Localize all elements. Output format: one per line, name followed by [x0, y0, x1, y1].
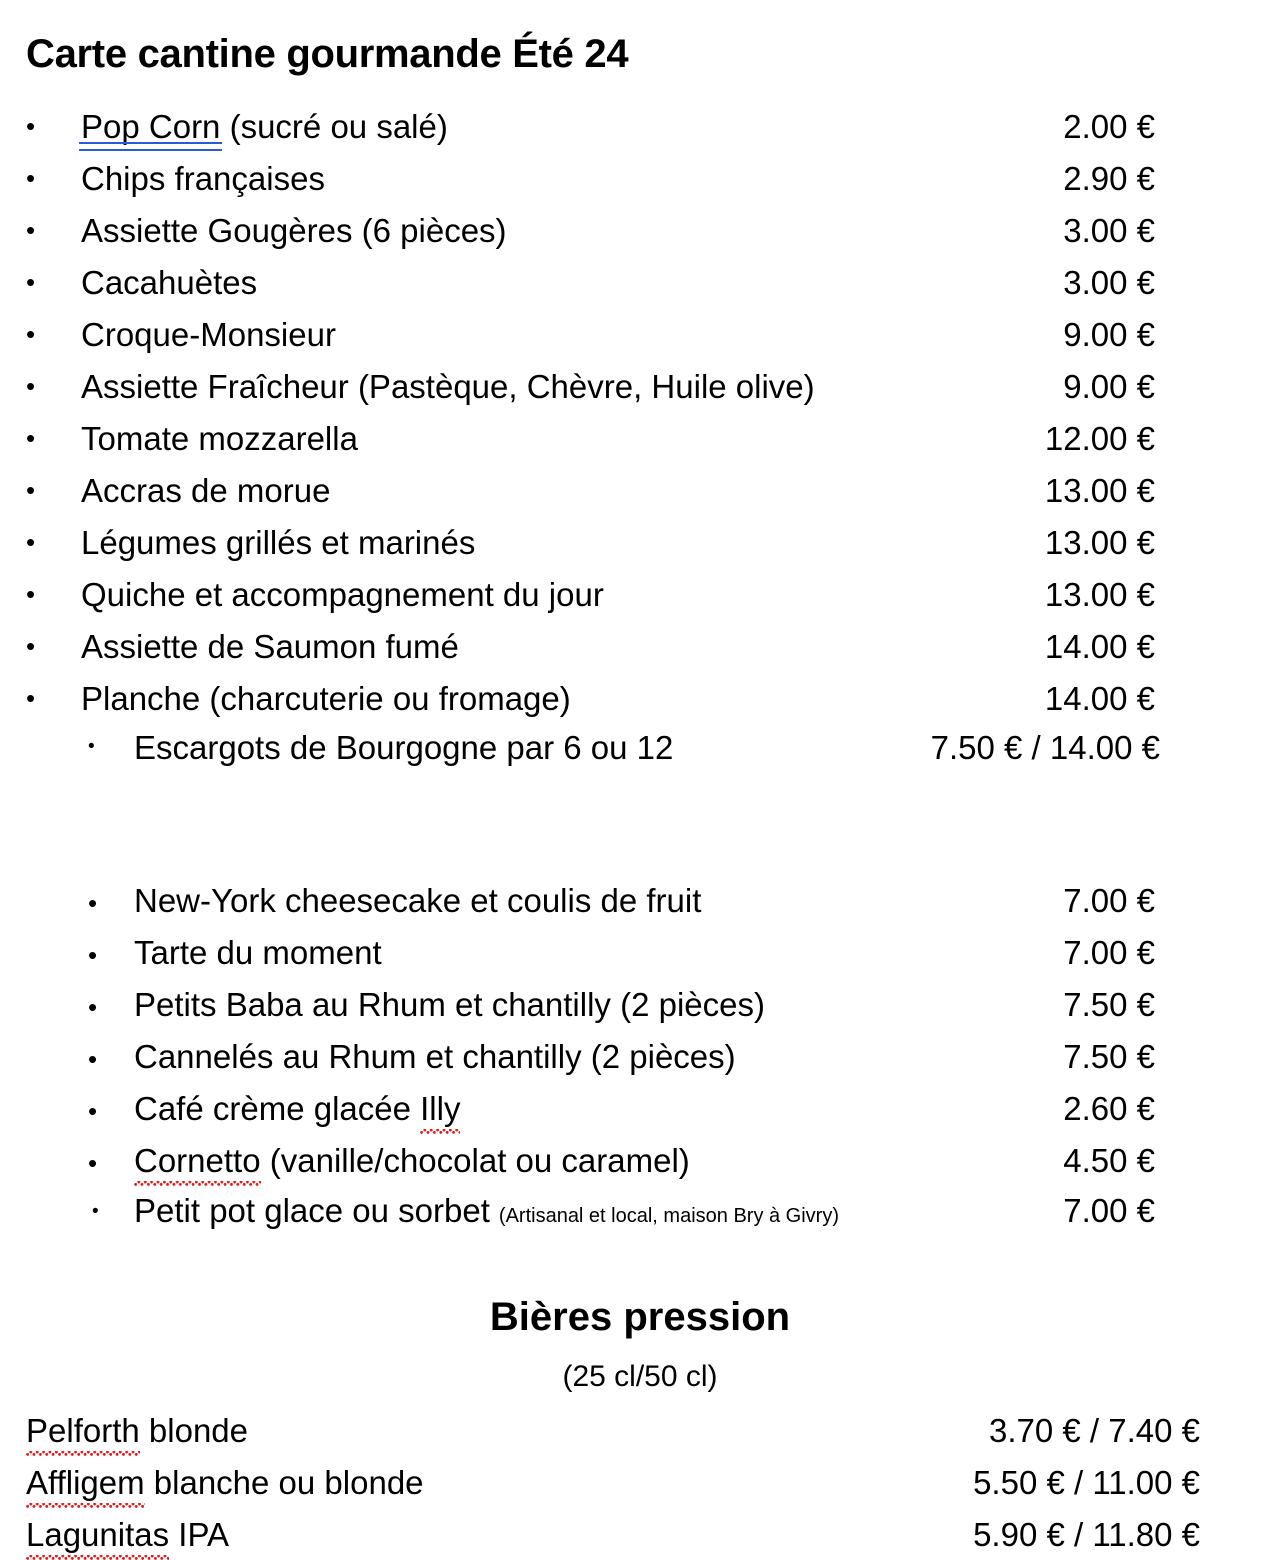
beer-item-label: blanche ou blonde — [144, 1464, 424, 1501]
item-price: 13.00 € — [1044, 524, 1155, 561]
item-price: 3.00 € — [1063, 264, 1155, 301]
list-item-label: Petit pot glace ou sorbet — [134, 1192, 490, 1229]
list-item — [134, 1144, 690, 1177]
bullet-icon: • — [26, 163, 36, 193]
item-price: 13.00 € — [1044, 472, 1155, 509]
bullet-icon: • — [26, 267, 36, 297]
item-price: 2.00 € — [1063, 108, 1155, 145]
beer-price: 5.90 € / 11.80 € — [973, 1516, 1200, 1553]
spellcheck-flagged-text: Illy — [420, 1090, 461, 1127]
bullet-icon: • — [88, 1044, 98, 1074]
list-item — [81, 110, 448, 143]
list-item-label: (sucré ou salé) — [220, 108, 448, 145]
bullet-icon: • — [88, 940, 98, 970]
list-item-label: Croque-Monsieur — [81, 316, 336, 353]
section-heading: Bières pression — [489, 1295, 791, 1339]
item-price: 9.00 € — [1063, 316, 1155, 353]
item-price: 4.50 € — [1063, 1142, 1155, 1179]
list-item-label: Quiche et accompagnement du jour — [81, 576, 604, 613]
bullet-icon: • — [92, 1201, 99, 1222]
item-price: 14.00 € — [1044, 628, 1155, 665]
beer-item-label: IPA — [169, 1516, 230, 1553]
bullet-icon: • — [26, 527, 36, 557]
list-item-label: (vanille/chocolat ou caramel) — [260, 1142, 690, 1179]
list-item-label: Escargots de Bourgogne par 6 ou 12 — [134, 729, 674, 766]
item-price: 7.50 € — [1063, 986, 1155, 1023]
list-item-label: Cannelés au Rhum et chantilly (2 pièces) — [134, 1038, 736, 1075]
spellcheck-flagged-text: Pelforth — [26, 1412, 140, 1449]
section-subheading: (25 cl/50 cl) — [562, 1360, 718, 1393]
beer-price: 5.50 € / 11.00 € — [973, 1464, 1200, 1501]
bullet-icon: • — [26, 631, 36, 661]
list-item-label: Légumes grillés et marinés — [81, 524, 476, 561]
bullet-icon: • — [26, 475, 36, 505]
list-item-label: Café crème glacée — [134, 1090, 421, 1127]
spellcheck-flagged-text: Lagunitas — [26, 1516, 170, 1553]
beer-item — [26, 1414, 248, 1447]
item-price: 3.00 € — [1063, 212, 1155, 249]
spellcheck-flagged-text: Cornetto — [134, 1142, 261, 1179]
list-item-label: Cacahuètes — [81, 264, 258, 301]
beer-item — [26, 1466, 424, 1499]
list-item-label: New-York cheesecake et coulis de fruit — [134, 882, 702, 919]
bullet-icon: • — [26, 215, 36, 245]
list-item — [134, 1194, 839, 1227]
list-item-label: Chips françaises — [81, 160, 325, 197]
bullet-icon: • — [26, 579, 36, 609]
item-price: 12.00 € — [1044, 420, 1155, 457]
list-item-label: Assiette Fraîcheur (Pastèque, Chèvre, Huile olive) — [81, 368, 815, 405]
item-price: 7.00 € — [1063, 934, 1155, 971]
list-item-label: Tomate mozzarella — [81, 420, 358, 457]
bullet-icon: • — [88, 736, 95, 757]
bullet-icon: • — [26, 371, 36, 401]
item-price: 7.00 € — [1063, 882, 1155, 919]
list-item-label: Petits Baba au Rhum et chantilly (2 pièces) — [134, 986, 765, 1023]
item-price: 13.00 € — [1044, 576, 1155, 613]
list-item-label: Planche (charcuterie ou fromage) — [81, 680, 571, 717]
bullet-icon: • — [26, 423, 36, 453]
list-item-note: (Artisanal et local, maison Bry à Givry) — [498, 1205, 840, 1227]
item-price: 2.90 € — [1063, 160, 1155, 197]
item-price: 9.00 € — [1063, 368, 1155, 405]
beer-item — [26, 1518, 229, 1551]
beer-price: 3.70 € / 7.40 € — [988, 1412, 1200, 1449]
list-item-label: Assiette de Saumon fumé — [81, 628, 459, 665]
grammar-flagged-text: Pop Corn — [81, 108, 221, 145]
page-title: Carte cantine gourmande Été 24 — [26, 31, 629, 76]
item-price: 7.50 € / 14.00 € — [930, 729, 1160, 766]
item-price: 7.50 € — [1063, 1038, 1155, 1075]
list-item-label: Accras de morue — [81, 472, 331, 509]
bullet-icon: • — [26, 683, 36, 713]
item-price: 2.60 € — [1063, 1090, 1155, 1127]
bullet-icon: • — [88, 1096, 98, 1126]
bullet-icon: • — [26, 319, 36, 349]
bullet-icon: • — [88, 888, 98, 918]
item-price: 14.00 € — [1044, 680, 1155, 717]
spellcheck-flagged-text: Affligem — [26, 1464, 145, 1501]
beer-item-label: blonde — [139, 1412, 248, 1449]
list-item — [134, 1092, 460, 1125]
bullet-icon: • — [26, 111, 36, 141]
list-item-label: Assiette Gougères (6 pièces) — [81, 212, 507, 249]
item-price: 7.00 € — [1063, 1192, 1155, 1229]
bullet-icon: • — [88, 1148, 98, 1178]
list-item-label: Tarte du moment — [134, 934, 382, 971]
bullet-icon: • — [88, 992, 98, 1022]
